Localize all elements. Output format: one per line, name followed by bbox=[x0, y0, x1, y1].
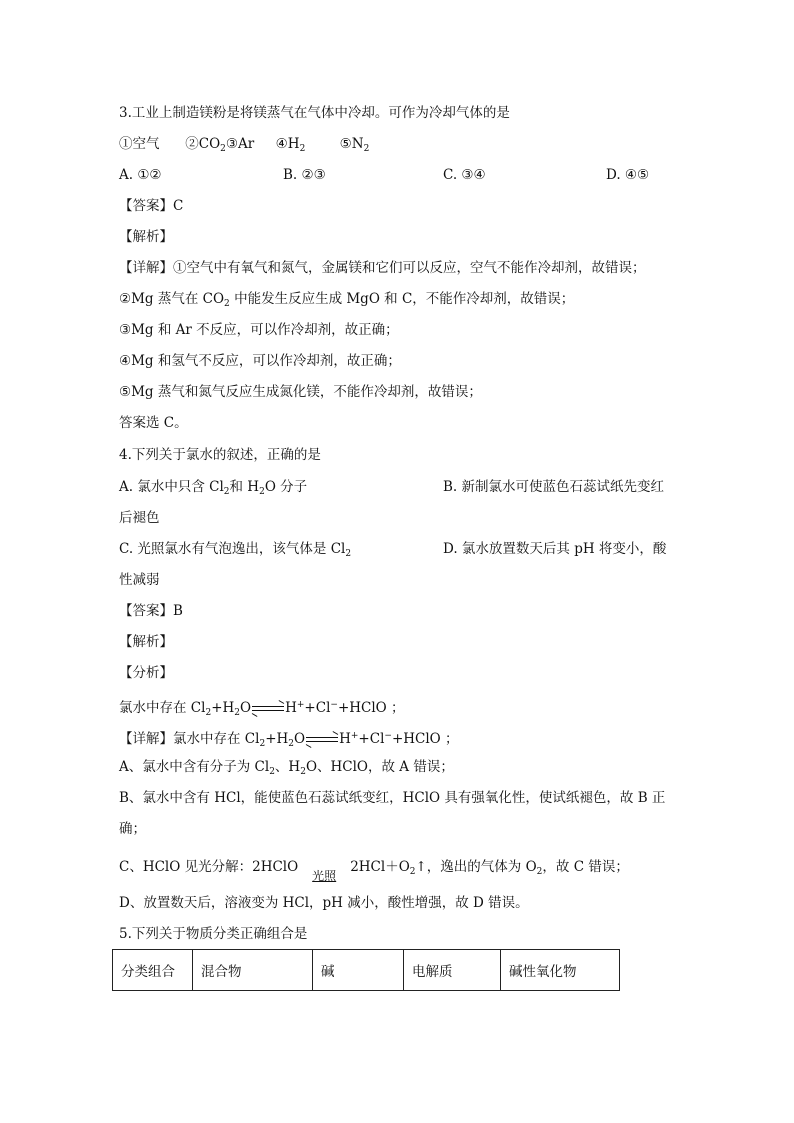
q3-option-c: C. ③④ bbox=[443, 167, 486, 183]
classification-table bbox=[112, 949, 620, 991]
q5-stem: 5.下列关于物质分类正确组合是 bbox=[119, 926, 308, 942]
table-header-cell: 电解质 bbox=[404, 950, 501, 991]
q3-option-d: D. ④⑤ bbox=[606, 167, 650, 183]
q4-analysis-heading: 【解析】 bbox=[119, 634, 173, 650]
q4-fenxi-heading: 【分析】 bbox=[119, 665, 173, 681]
q3-detail-2: ②Mg 蒸气在 $CO_2$ 中能发生反应生成 MgO 和 C，不能作冷却剂，故错误； bbox=[119, 291, 575, 309]
q4-option-c: C. 光照氯水有气泡逸出，该气体是 $Cl_2$ bbox=[119, 541, 352, 559]
q3-option-b: B. ②③ bbox=[283, 167, 326, 183]
q4-option-b-cont: 后褪色 bbox=[119, 510, 160, 526]
table-header-cell: 混合物 bbox=[193, 950, 313, 991]
equilibrium-arrow-icon bbox=[252, 704, 284, 714]
q3-items: ①空气 $②CO_2③Ar$ $④H_2$ $⑤N_2$ bbox=[119, 136, 370, 154]
q3-detail-4: ④Mg 和氢气不反应，可以作冷却剂，故正确； bbox=[119, 353, 401, 369]
reaction-condition: 光照 bbox=[312, 869, 337, 883]
table-header-cell: 碱性氧化物 bbox=[501, 950, 620, 991]
q3-detail-5: ⑤Mg 蒸气和氮气反应生成氮化镁，不能作冷却剂，故错误； bbox=[119, 384, 482, 400]
q4-answer: 【答案】B bbox=[119, 603, 183, 619]
q3-detail-1: 【详解】①空气中有氧气和氮气，金属镁和它们可以反应，空气不能作冷却剂，故错误； bbox=[119, 260, 646, 276]
table-header-cell: 碱 bbox=[313, 950, 404, 991]
q4-equilibrium-2: 【详解】氯水中存在 $Cl_2+H_2O$ H++Cl−+HClO ； bbox=[119, 731, 459, 749]
equilibrium-arrow-icon bbox=[306, 735, 338, 745]
q4-stem: 4.下列关于氯水的叙述，正确的是 bbox=[119, 447, 321, 463]
q4-equilibrium-1: 氯水中存在 $Cl_2+H_2O$ H++Cl−+HClO ； bbox=[119, 700, 405, 718]
q3-analysis-heading: 【解析】 bbox=[119, 229, 173, 245]
q4-detail-b: B、氯水中含有 HCl，能使蓝色石蕊试纸变红，HClO 具有强氧化性，使试纸褪色，故 B 正 bbox=[119, 790, 666, 806]
q4-detail-c: C、HClO 见光分解：2HClO 光照 $2HCl+O_2↑$，逸出的气体为 $O_2$，故 C 错误； bbox=[119, 859, 629, 883]
q4-option-a: A. 氯水中只含 $Cl_2$和 $H_2O$ 分子 bbox=[119, 479, 308, 497]
q3-option-a: A. ①② bbox=[119, 167, 162, 183]
q4-detail-b-cont: 确； bbox=[119, 821, 146, 837]
q3-detail-6: 答案选 C。 bbox=[119, 415, 188, 431]
q4-detail-d: D、放置数天后，溶液变为 HCl，pH 减小，酸性增强，故 D 错误。 bbox=[119, 895, 529, 911]
table-row bbox=[113, 950, 620, 991]
q3-stem: 3.工业上制造镁粉是将镁蒸气在气体中冷却。可作为冷却气体的是 bbox=[119, 105, 510, 121]
q3-detail-3: ③Mg 和 Ar 不反应，可以作冷却剂，故正确； bbox=[119, 322, 399, 338]
q4-option-d: D. 氯水放置数天后其 pH 将变小，酸 bbox=[443, 541, 667, 557]
table-header-cell: 分类组合 bbox=[113, 950, 193, 991]
q3-answer: 【答案】C bbox=[119, 198, 184, 214]
q4-option-b: B. 新制氯水可使蓝色石蕊试纸先变红 bbox=[443, 479, 665, 495]
q4-detail-a: A、氯水中含有分子为 $Cl_2$、$H_2O$、HClO，故 A 错误； bbox=[119, 759, 454, 777]
q4-option-d-cont: 性减弱 bbox=[119, 572, 160, 588]
